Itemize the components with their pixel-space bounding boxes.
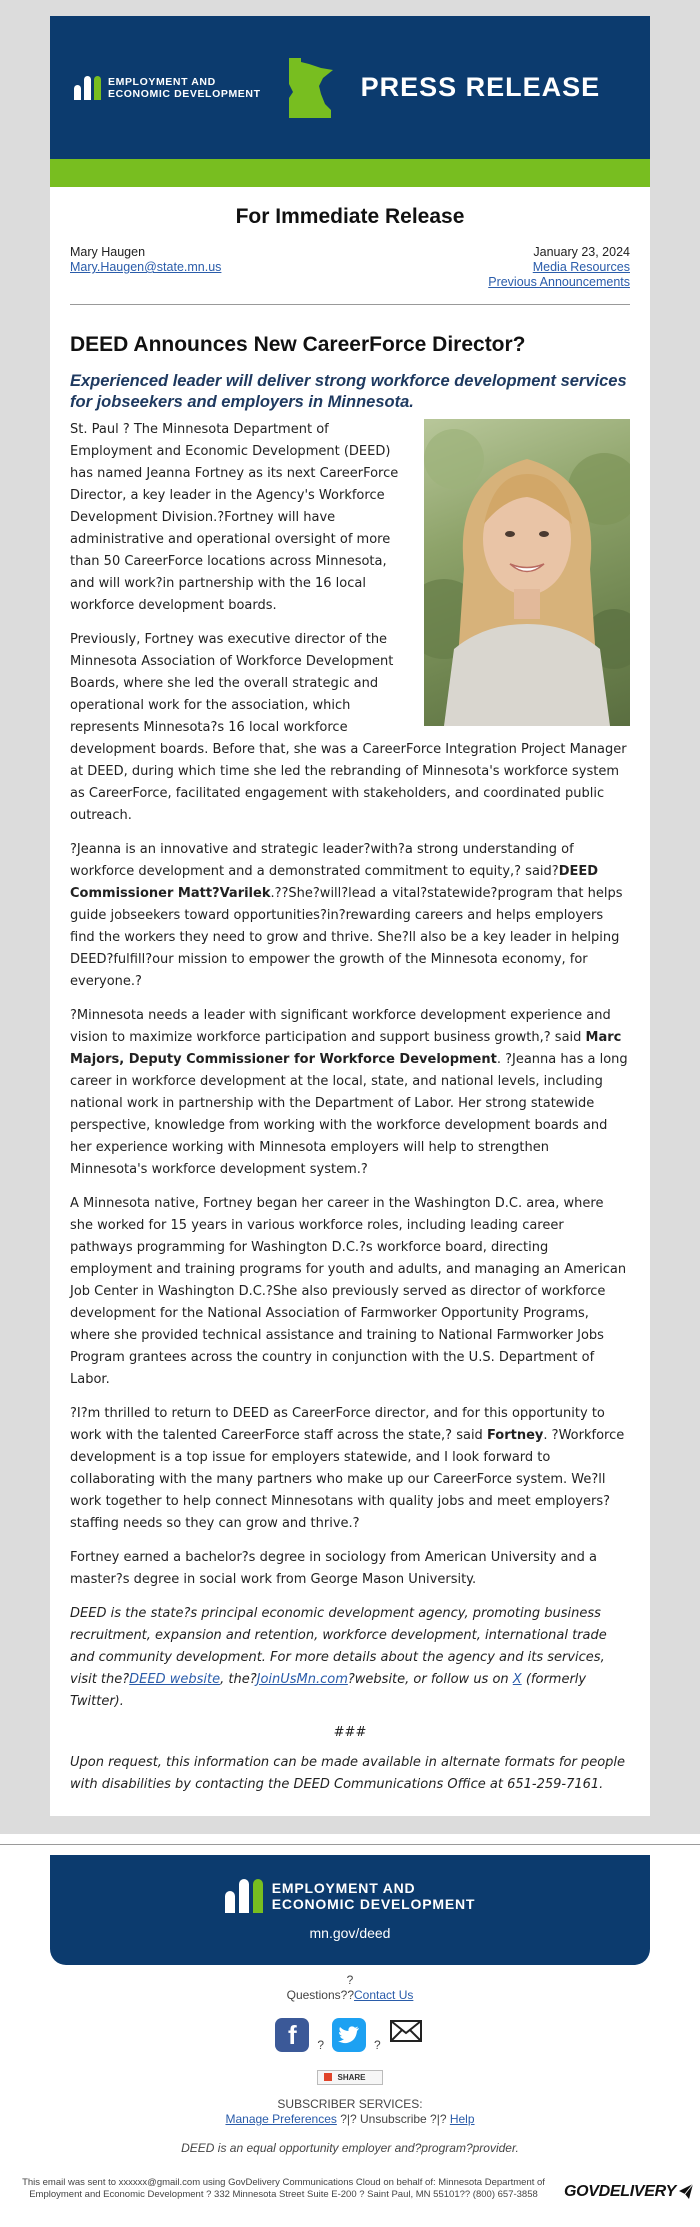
header-banner	[50, 16, 650, 159]
legal-text: This email was sent to xxxxxx@gmail.com using GovDelivery Communications Cloud on behalf of: Minnesota Department of Employment and Economic Development ? 332 Minnesota Street Suite E-200 ? Saint Paul, MN 55101?? (800) 657-3858	[22, 2177, 545, 2200]
paragraph-6: ?I?m thrilled to return to DEED as CareerForce director, and for this opportunity to work with the talented CareerForce staff across the state,? said Fortney. ?Workforce development is a top issue for employers statewide, and I look forward to collaborating with the many partners who make up our CareerForce system. We?ll work together to help connect Minnesotans with quality jobs and meet employers? staffing needs so they can grow and thrive.?	[70, 1406, 625, 1531]
green-accent-bar	[50, 159, 650, 187]
manage-preferences-link[interactable]: Manage Preferences	[225, 2112, 337, 2126]
footer-logo-line1: EMPLOYMENT AND	[271, 1880, 416, 1896]
paragraph-3: ?Jeanna is an innovative and strategic leader?with?a strong understanding of workforce development and a demonstrated commitment to equity,? said?DEED Commissioner Matt?Varilek.??She?will?lead a vital?statewide?program that helps guide jobseekers toward opportunities?in?rewarding careers and helps employers find the workers they need to grow and thrive. She?ll also be a key leader in helping DEED?fulfill?our mission to empower the growth of the Minnesota economy, for everyone.?	[70, 842, 623, 989]
contact-name: Mary Haugen	[70, 245, 146, 259]
paragraph-5: A Minnesota native, Fortney began her career in the Washington D.C. area, where she worked for 15 years in various workforce roles, including leading career pathways programming for Washington D.C.?s workforce board, directing employment and training programs for youth and adults, and managing an American Job Center in Washington D.C.?She also previously served as director of workforce development for the National Association of Farmworker Opportunity Programs, where she provided technical assistance and training to National Farmworker Jobs Program grantees across the country in conjunction with the U.S. Department of Labor.	[70, 1196, 627, 1387]
footer-site-url: mn.gov/deed	[309, 1925, 391, 1941]
share-button[interactable]: SHARE	[317, 2070, 382, 2085]
footer-banner	[50, 1855, 650, 1965]
deed-website-link[interactable]: DEED website	[129, 1672, 221, 1687]
legal-row	[0, 2177, 700, 2211]
deed-logo-mark	[74, 76, 101, 100]
release-label: For Immediate Release	[235, 205, 465, 228]
about-deed: DEED is the state?s principal economic development agency, promoting business recruitment, expansion and retention, workforce development, international trade and community development. For more details about the agency and its services, visit the?DEED website, the?JoinUsMn.com?website, or follow us on X (formerly Twitter).	[70, 1606, 607, 1709]
subscriber-services	[0, 2097, 700, 2127]
x-link[interactable]: X	[512, 1672, 522, 1687]
logo-line1: EMPLOYMENT AND	[108, 75, 216, 88]
twitter-icon[interactable]	[332, 2018, 366, 2052]
portrait-illustration	[424, 419, 630, 726]
questions-block	[0, 1973, 700, 2003]
govdelivery-wordmark: GOVDELIVERY	[564, 2183, 676, 2200]
paragraph-4: ?Minnesota needs a leader with significant workforce development experience and vision to maximize workforce participation and support business growth,? said Marc Majors, Deputy Commissioner for Workforce Development. ?Jeanna has a long career in workforce development at the local, state, and national levels, including national work in partnership with the Department of Labor. Her strong statewide perspective, knowledge from working with the workforce development boards and her experience working with Minnesota employers will help to strengthen Minnesota's workforce development system.?	[70, 1008, 628, 1177]
social-separator-2: ?	[374, 2038, 381, 2052]
release-date: January 23, 2024	[533, 245, 630, 259]
footer-logo-mark	[225, 1879, 263, 1913]
article-headline: DEED Announces New CareerForce Director?	[70, 333, 526, 356]
questions-text: Questions??	[286, 1988, 355, 2002]
social-icons	[0, 2015, 700, 2052]
paragraph-7: Fortney earned a bachelor?s degree in sociology from American University and a master?s degree in social work from George Mason University.	[70, 1550, 597, 1587]
press-release-label: PRESS RELEASE	[360, 72, 601, 102]
subscriber-label: SUBSCRIBER SERVICES:	[277, 2097, 423, 2111]
quote-attribution-fortney: Fortney	[486, 1428, 544, 1443]
previous-announcements-link[interactable]: Previous Announcements	[488, 275, 630, 289]
facebook-icon[interactable]: f	[275, 2018, 309, 2052]
article-subheadline: Experienced leader will deliver strong workforce development services for jobseekers and employers in Minnesota.	[70, 372, 627, 411]
govdelivery-envelope-icon	[678, 2183, 694, 2201]
contact-us-link[interactable]: Contact Us	[354, 1988, 414, 2002]
quote-attribution-majors: Marc Majors, Deputy Commissioner for Workforce Development	[70, 1030, 622, 1067]
quote-attribution-varilek: DEED Commissioner Matt?Varilek	[70, 864, 599, 901]
help-link[interactable]: Help	[449, 2112, 475, 2126]
subscriber-separators: ?|? Unsubscribe ?|?	[336, 2112, 450, 2126]
govdelivery-logo	[564, 2183, 694, 2201]
logo-line2: ECONOMIC DEVELOPMENT	[108, 87, 261, 100]
paragraph-2: Previously, Fortney was executive director of the Minnesota Association of Workforce Development Boards, where she led the overall strategic and operational work for the association, which represents Minnesota?s 16 local workforce development boards. Before that, she was a CareerForce Integration Project Manager at DEED, during which time she led the rebranding of Minnesota's workforce system as CareerForce, facilitated engagement with stakeholders, and coordinated public outreach.	[70, 632, 627, 823]
question-mark: ?	[346, 1973, 354, 1987]
eeo-statement: DEED is an equal opportunity employer and?program?provider.	[181, 2141, 519, 2155]
social-separator-1: ?	[317, 2038, 324, 2052]
paragraph-1: St. Paul ? The Minnesota Department of Employment and Economic Development (DEED) has named Jeanna Fortney as its next CareerForce Director, a key leader in the Agency's Workforce Development Division.?Fortney will have administrative and operational oversight of more than 50 CareerForce locations across Minnesota, and will work?in partnership with the 16 local workforce development boards.	[70, 422, 399, 613]
deed-logo	[74, 76, 261, 100]
footer-logo-line2: ECONOMIC DEVELOPMENT	[271, 1896, 476, 1912]
footer-deed-logo	[225, 1879, 475, 1913]
press-release-card	[50, 16, 650, 1816]
minnesota-state-icon	[287, 58, 333, 118]
end-marker: ###	[333, 1725, 367, 1740]
joinusmn-link[interactable]: JoinUsMn.com	[256, 1672, 348, 1687]
share-plus-icon	[324, 2073, 332, 2081]
accessibility-note: Upon request, this information can be made available in alternate formats for people with disabilities by contacting the DEED Communications Office at 651-259-7161.	[70, 1755, 626, 1792]
contact-block	[50, 245, 650, 290]
govdelivery-footer	[0, 1973, 700, 2211]
section-separator	[0, 1844, 700, 1845]
email-icon[interactable]	[389, 2015, 425, 2052]
article-body	[50, 305, 650, 1816]
portrait-photo	[424, 419, 630, 726]
contact-email-link[interactable]: Mary.Haugen@state.mn.us	[70, 260, 222, 274]
media-resources-link[interactable]: Media Resources	[532, 260, 630, 274]
